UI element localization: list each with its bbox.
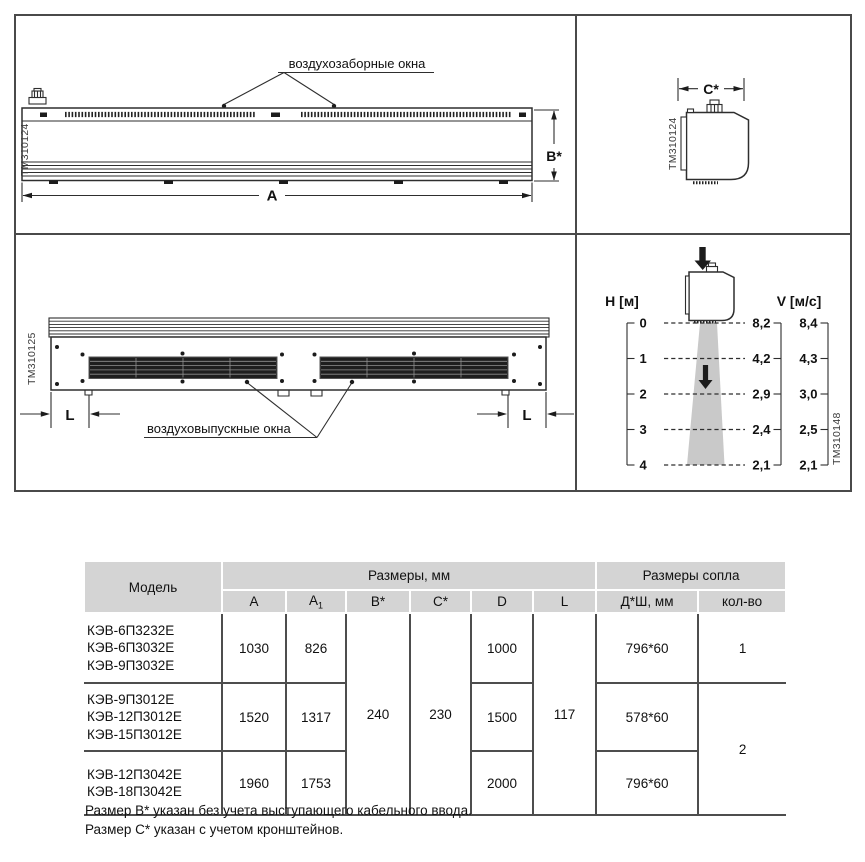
front-view-unit	[19, 89, 532, 185]
svg-text:4: 4	[639, 457, 647, 473]
height-values	[640, 316, 648, 473]
height-scale-bracket	[627, 323, 635, 465]
airflow-unit	[686, 263, 735, 322]
velocity-primary-bracket	[774, 323, 782, 465]
outlet-grille-right	[320, 357, 508, 379]
svg-text:3: 3	[639, 422, 647, 437]
header-col-qty: кол-во	[698, 590, 786, 613]
dim-a-cell: 1030	[222, 613, 286, 683]
table-row	[84, 613, 786, 683]
height-axis-label: H [м]	[605, 293, 639, 309]
header-col-a1: $A_1$	[286, 590, 346, 613]
dim-a1-cell: 826	[286, 613, 346, 683]
drawing-code-side: TM310124	[667, 117, 679, 170]
side-view-unit	[667, 100, 749, 183]
dim-b-cell: 240	[346, 613, 410, 815]
svg-text:3,0: 3,0	[799, 386, 818, 402]
mounting-clips	[85, 390, 509, 396]
drawing-code-bottom: TM310125	[26, 332, 38, 385]
dim-a-cell: 1520	[222, 683, 286, 751]
velocity-values-primary	[752, 316, 771, 473]
svg-text:1: 1	[639, 351, 647, 366]
dim-c-cell: 230	[410, 613, 471, 815]
footnotes	[85, 801, 472, 839]
svg-text:2,5: 2,5	[799, 422, 818, 437]
header-col-nozzle: Д*Ш, мм	[596, 590, 698, 613]
front-view-drawing	[16, 16, 575, 233]
model-cell: КЭВ-6П3232Е КЭВ-6П3032Е КЭВ-9П3032Е	[84, 613, 222, 683]
velocity-values-secondary	[799, 316, 818, 473]
drawing-code-front: TM310124	[19, 123, 31, 176]
airflow-cone	[687, 323, 725, 465]
outlet-grille-left	[89, 357, 277, 379]
qty-cell: 2	[698, 683, 786, 815]
cable-gland	[707, 100, 722, 113]
dimension-b	[534, 110, 562, 181]
nozzle-cell: 578*60	[596, 683, 698, 751]
dim-a1-cell: 1317	[286, 683, 346, 751]
nozzle-cell: 796*60	[596, 751, 698, 815]
dim-d-cell: 1000	[471, 613, 533, 683]
velocity-axis-label: V [м/с]	[776, 293, 822, 309]
header-dimensions-group: Размеры, мм	[222, 561, 596, 590]
model-cell: КЭВ-9П3012Е КЭВ-12П3012Е КЭВ-15П3012Е	[84, 683, 222, 751]
cable-gland	[29, 89, 46, 105]
technical-drawing-panel	[14, 14, 852, 492]
velocity-secondary-bracket	[821, 323, 829, 465]
svg-text:2: 2	[639, 386, 647, 402]
dimension-l-left-label: L	[65, 407, 75, 424]
svg-text:0: 0	[639, 315, 647, 331]
dimension-a	[22, 183, 532, 205]
qty-cell: 1	[698, 613, 786, 683]
drawing-code-airflow: TM310148	[831, 412, 843, 465]
dimension-c	[678, 78, 744, 101]
svg-text:4,3: 4,3	[799, 351, 818, 366]
airflow-diagram	[577, 235, 850, 490]
spec-table	[83, 560, 787, 816]
bottom-view-unit	[26, 318, 549, 396]
header-col-b: B*	[346, 590, 410, 613]
dimension-l-right	[477, 392, 574, 428]
svg-text:2,1: 2,1	[799, 457, 818, 473]
header-col-d: D	[471, 590, 533, 613]
nozzle-cell: 796*60	[596, 613, 698, 683]
bottom-view-drawing	[16, 235, 575, 490]
header-nozzle-group: Размеры сопла	[596, 561, 786, 590]
outlet-windows-label: воздуховыпускные окна	[147, 421, 291, 436]
dimension-l-left	[20, 392, 120, 428]
footnote-dimension-c: Размер С* указан с учетом кронштейнов.	[85, 822, 344, 837]
dim-a1-cell: 1753	[286, 751, 346, 815]
intake-windows-label: воздухозаборные окна	[288, 56, 426, 71]
dimension-a-label: A	[266, 187, 278, 205]
model-cell: КЭВ-12П3042Е КЭВ-18П3042Е	[84, 751, 222, 815]
dim-a-cell: 1960	[222, 751, 286, 815]
svg-text:2,4: 2,4	[752, 422, 771, 437]
dimension-b-label: B*	[546, 148, 562, 164]
dimension-c-label: C*	[703, 81, 719, 97]
svg-text:4,2: 4,2	[752, 351, 771, 366]
dim-d-cell: 2000	[471, 751, 533, 815]
svg-text:8,2: 8,2	[752, 315, 771, 331]
footnote-dimension-b: Размер В* указан без учета выступающего кабельного ввода.	[85, 803, 472, 818]
side-view-drawing	[577, 16, 850, 233]
header-col-a: A	[222, 590, 286, 613]
header-col-l: L	[533, 590, 596, 613]
dim-d-cell: 1500	[471, 683, 533, 751]
header-model: Модель	[84, 561, 222, 613]
svg-text:8,4: 8,4	[799, 315, 818, 331]
dim-l-cell: 117	[533, 613, 596, 815]
dimension-l-right-label: L	[522, 407, 532, 424]
intake-windows-callout	[222, 56, 434, 108]
svg-text:2,9: 2,9	[752, 386, 771, 402]
svg-text:2,1: 2,1	[752, 457, 771, 473]
header-col-c: C*	[410, 590, 471, 613]
